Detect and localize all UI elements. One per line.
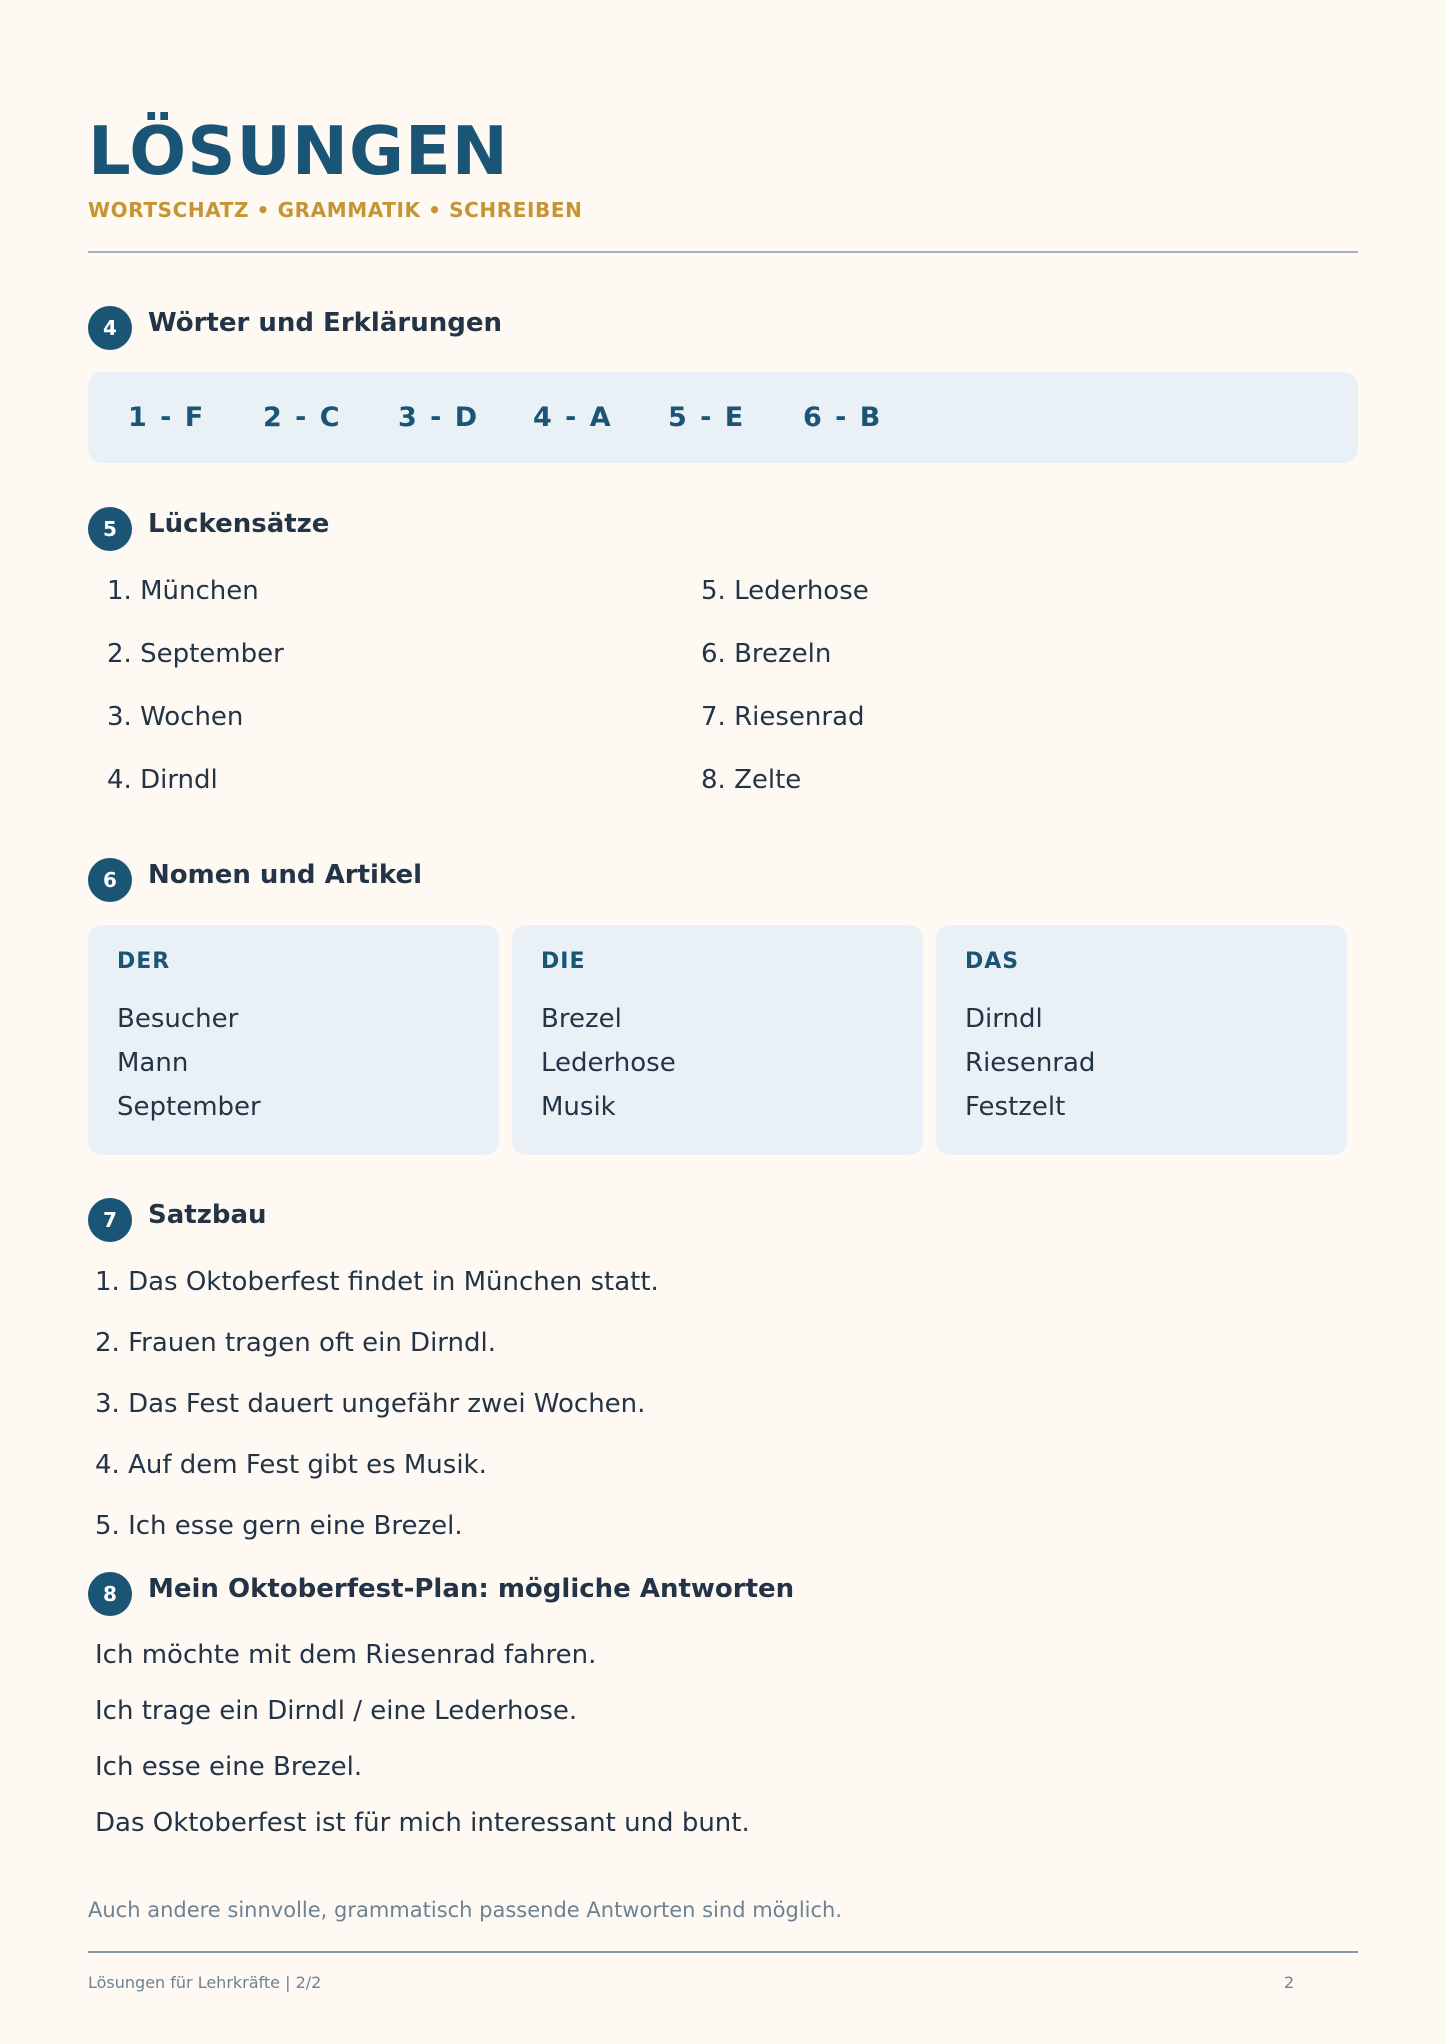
article-heading: DIE [541, 949, 586, 974]
noun-item: Mann [117, 1048, 189, 1078]
list-item: 7. Riesenrad [701, 702, 865, 732]
article-heading: DAS [965, 949, 1020, 974]
noun-item: Lederhose [541, 1048, 676, 1078]
section-title: Satzbau [148, 1200, 267, 1230]
list-item: 6. Brezeln [701, 639, 832, 669]
list-item: 1. Das Oktoberfest findet in München statt. [95, 1267, 659, 1297]
noun-item: Musik [541, 1092, 616, 1122]
section-number-badge: 4 [88, 306, 132, 350]
list-item: 3. Das Fest dauert ungefähr zwei Wochen. [95, 1389, 646, 1419]
article-box-das [936, 925, 1347, 1155]
page-title: LÖSUNGEN [88, 112, 509, 190]
list-item: 1. München [107, 576, 259, 606]
section-4-header [88, 306, 502, 350]
match-answer: 3 - D [398, 402, 480, 433]
list-item: 3. Wochen [107, 702, 244, 732]
section-number-badge: 5 [88, 507, 132, 551]
list-item: Ich trage ein Dirndl / eine Lederhose. [95, 1696, 578, 1726]
footer-divider [88, 1951, 1358, 1953]
section-title: Nomen und Artikel [148, 860, 423, 890]
noun-item: September [117, 1092, 261, 1122]
list-item: 4. Dirndl [107, 765, 218, 795]
article-heading: DER [117, 949, 171, 974]
gap-answers-left [107, 576, 284, 828]
noun-item: Festzelt [965, 1092, 1066, 1122]
page-subtitle: WORTSCHATZ • GRAMMATIK • SCHREIBEN [88, 198, 583, 222]
list-item: Das Oktoberfest ist für mich interessant und bunt. [95, 1808, 750, 1838]
list-item: 5. Ich esse gern eine Brezel. [95, 1511, 463, 1541]
list-item: Ich esse eine Brezel. [95, 1752, 363, 1782]
section-number-badge: 8 [88, 1572, 132, 1616]
matching-answers-box [88, 372, 1358, 463]
match-answer: 4 - A [533, 402, 613, 433]
teacher-note: Auch andere sinnvolle, grammatisch passende Antworten sind möglich. [88, 1898, 843, 1922]
section-8-header [88, 1572, 794, 1616]
section-number-badge: 6 [88, 858, 132, 902]
article-box-die [512, 925, 923, 1155]
match-answer: 5 - E [668, 402, 746, 433]
footer-label: Lösungen für Lehrkräfte | 2/2 [88, 1973, 322, 1992]
noun-item: Riesenrad [965, 1048, 1096, 1078]
match-answer: 6 - B [803, 402, 883, 433]
match-answer: 2 - C [263, 402, 342, 433]
page-number: 2 [1284, 1973, 1295, 1992]
match-answer: 1 - F [128, 402, 206, 433]
noun-item: Dirndl [965, 1004, 1043, 1034]
list-item: 2. September [107, 639, 284, 669]
list-item: 4. Auf dem Fest gibt es Musik. [95, 1450, 487, 1480]
section-5-header [88, 507, 329, 551]
sentence-order-answers [95, 1267, 659, 1572]
noun-item: Besucher [117, 1004, 239, 1034]
plan-sample-answers [95, 1640, 750, 1864]
section-title: Wörter und Erklärungen [148, 308, 502, 338]
section-7-header [88, 1198, 267, 1242]
list-item: Ich möchte mit dem Riesenrad fahren. [95, 1640, 597, 1670]
section-title: Lückensätze [148, 509, 330, 539]
section-title: Mein Oktoberfest-Plan: mögliche Antworten [148, 1574, 795, 1604]
gap-answers-right [701, 576, 869, 828]
article-box-der [88, 925, 499, 1155]
list-item: 2. Frauen tragen oft ein Dirndl. [95, 1328, 497, 1358]
section-6-header [88, 858, 422, 902]
list-item: 5. Lederhose [701, 576, 869, 606]
list-item: 8. Zelte [701, 765, 802, 795]
noun-item: Brezel [541, 1004, 622, 1034]
section-number-badge: 7 [88, 1198, 132, 1242]
header-divider [88, 251, 1358, 253]
